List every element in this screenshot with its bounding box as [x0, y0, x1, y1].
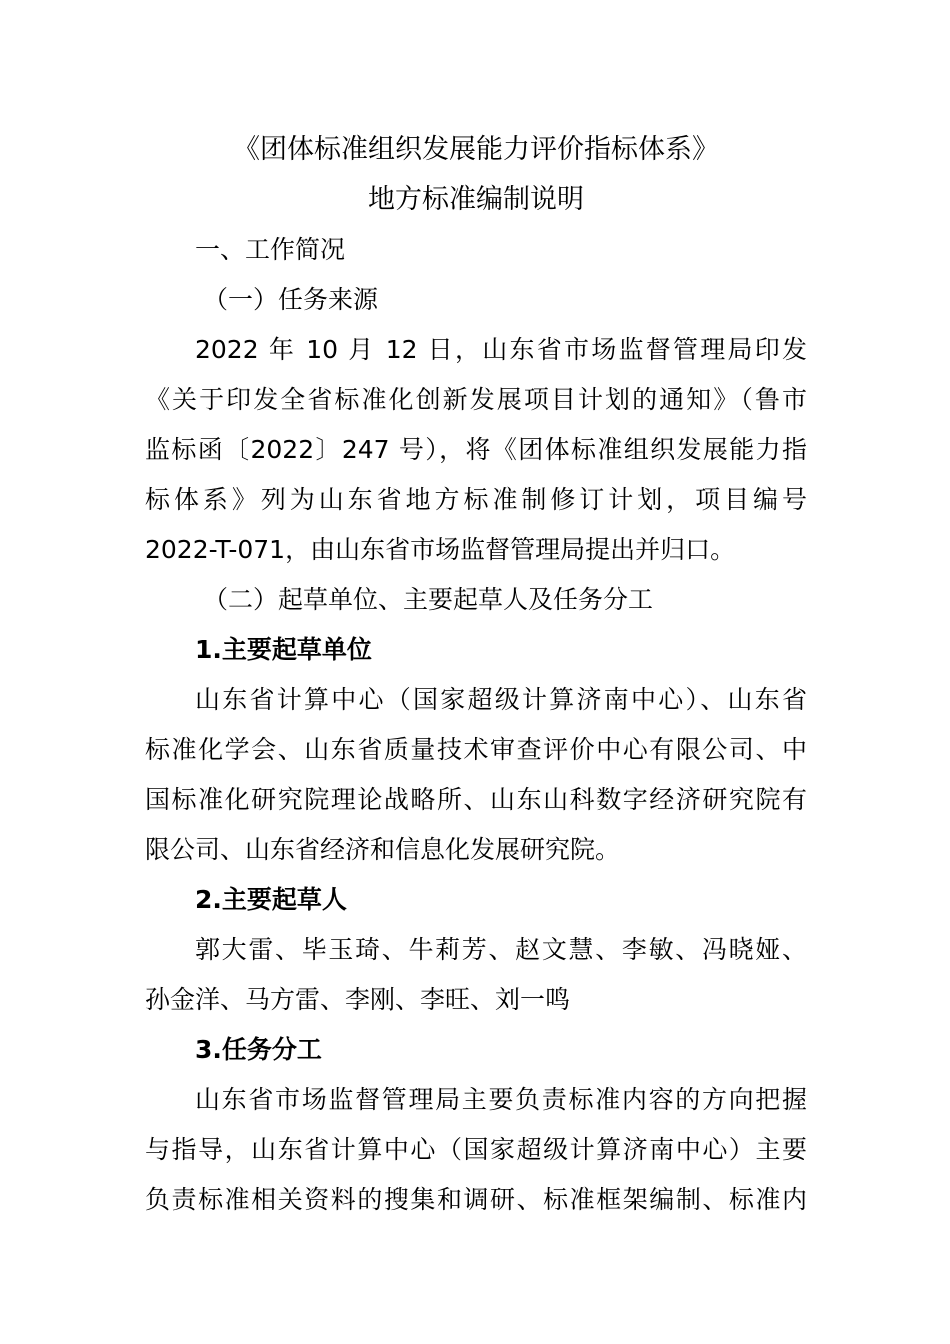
item2-heading: 2.主要起草人: [195, 885, 347, 914]
paragraph-line: 监标函〔2022〕247 号），将《团体标准组织发展能力指: [145, 435, 807, 464]
paragraph-line: 孙金洋、马方雷、李刚、李旺、刘一鸣: [145, 985, 571, 1014]
item3-heading: 3.任务分工: [195, 1035, 322, 1064]
task-source-paragraph: [145, 325, 807, 575]
paragraph-line: 郭大雷、毕玉琦、牛莉芳、赵文慧、李敏、冯晓娅、: [195, 935, 807, 964]
document-title-line2: 地方标准编制说明: [368, 184, 584, 215]
paragraph-line: 标体系》列为山东省地方标准制修订计划，项目编号: [145, 485, 807, 514]
paragraph-line: 《关于印发全省标准化创新发展项目计划的通知》（鲁市: [145, 385, 807, 414]
drafters-paragraph: [145, 925, 807, 1025]
paragraph-line: 限公司、山东省经济和信息化发展研究院。: [145, 835, 621, 864]
drafting-units-paragraph: [145, 675, 807, 875]
paragraph-line: 2022 年 10 月 12 日，山东省市场监督管理局印发: [195, 335, 807, 364]
paragraph-line: 2022-T-071，由山东省市场监督管理局提出并归口。: [145, 535, 736, 564]
section1-heading: 一、工作简况: [195, 235, 346, 264]
paragraph-line: 国标准化研究院理论战略所、山东山科数字经济研究院有: [145, 785, 807, 814]
task-division-paragraph: [145, 1075, 807, 1225]
sub2-heading: （二）起草单位、主要起草人及任务分工: [203, 585, 654, 614]
paragraph-line: 山东省计算中心（国家超级计算济南中心）、山东省: [195, 685, 807, 714]
paragraph-line: 负责标准相关资料的搜集和调研、标准框架编制、标准内: [145, 1185, 807, 1214]
document-title-line1: 《团体标准组织发展能力评价指标体系》: [233, 134, 719, 165]
sub1-heading: （一）任务来源: [203, 285, 379, 314]
item1-heading: 1.主要起草单位: [195, 635, 372, 664]
paragraph-line: 山东省市场监督管理局主要负责标准内容的方向把握: [195, 1085, 807, 1114]
document-page: [145, 125, 807, 1225]
paragraph-line: 与指导，山东省计算中心（国家超级计算济南中心）主要: [145, 1135, 807, 1164]
paragraph-line: 标准化学会、山东省质量技术审查评价中心有限公司、中: [145, 735, 807, 764]
